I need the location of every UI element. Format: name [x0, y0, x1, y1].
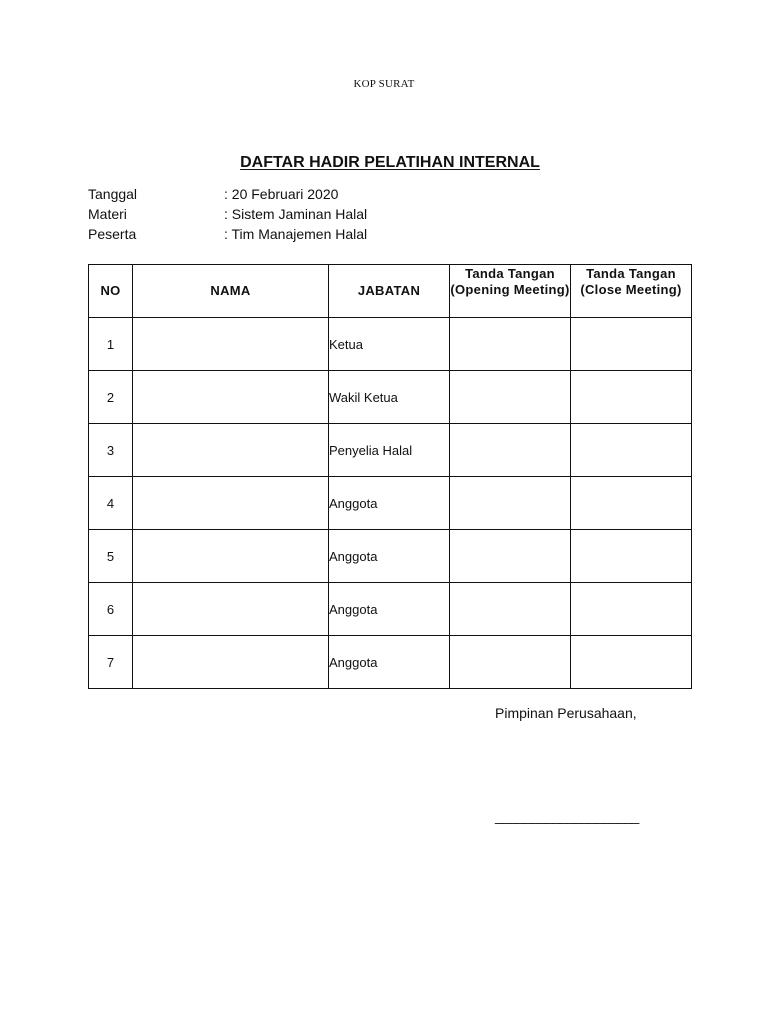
row-close-signature: [571, 477, 692, 530]
info-label: Peserta: [88, 226, 137, 242]
table-row: [89, 636, 692, 689]
row-opening-signature: [450, 636, 571, 689]
row-opening-signature: [450, 371, 571, 424]
signature-line: ____________________: [495, 808, 639, 824]
row-opening-signature: [450, 424, 571, 477]
row-jabatan: Ketua: [329, 318, 450, 371]
row-jabatan: Penyelia Halal: [329, 424, 450, 477]
table-row: [89, 424, 692, 477]
header-jabatan: JABATAN: [329, 265, 450, 318]
table-row: [89, 371, 692, 424]
row-opening-signature: [450, 318, 571, 371]
table-row: [89, 477, 692, 530]
row-close-signature: [571, 636, 692, 689]
row-jabatan: Anggota: [329, 477, 450, 530]
row-number: 7: [89, 636, 133, 689]
info-label: Materi: [88, 206, 127, 222]
row-nama: [133, 636, 329, 689]
info-row-peserta: [88, 224, 367, 244]
header-no: NO: [89, 265, 133, 318]
row-jabatan: Anggota: [329, 530, 450, 583]
attendance-table: [88, 264, 692, 689]
row-opening-signature: [450, 583, 571, 636]
info-row-materi: [88, 204, 367, 224]
header-nama: NAMA: [133, 265, 329, 318]
header-opening-signature: Tanda Tangan (Opening Meeting): [450, 265, 571, 318]
row-nama: [133, 583, 329, 636]
row-jabatan: Wakil Ketua: [329, 371, 450, 424]
row-number: 1: [89, 318, 133, 371]
row-nama: [133, 530, 329, 583]
letterhead-placeholder: KOP SURAT: [353, 78, 415, 90]
row-nama: [133, 371, 329, 424]
row-close-signature: [571, 318, 692, 371]
row-jabatan: Anggota: [329, 583, 450, 636]
info-value: : Tim Manajemen Halal: [224, 226, 368, 242]
row-number: 6: [89, 583, 133, 636]
row-number: 4: [89, 477, 133, 530]
row-close-signature: [571, 530, 692, 583]
row-jabatan: Anggota: [329, 636, 450, 689]
row-opening-signature: [450, 477, 571, 530]
row-nama: [133, 477, 329, 530]
row-close-signature: [571, 583, 692, 636]
table-header-row: [89, 265, 692, 318]
row-number: 5: [89, 530, 133, 583]
row-close-signature: [571, 424, 692, 477]
table-body: [89, 318, 692, 689]
info-value: : 20 Februari 2020: [224, 186, 339, 202]
info-value: : Sistem Jaminan Halal: [224, 206, 368, 222]
info-block: [88, 184, 367, 244]
info-row-tanggal: [88, 184, 367, 204]
row-number: 3: [89, 424, 133, 477]
row-opening-signature: [450, 530, 571, 583]
table-row: [89, 583, 692, 636]
row-number: 2: [89, 371, 133, 424]
document-title: DAFTAR HADIR PELATIHAN INTERNAL: [240, 154, 540, 171]
signature-title: Pimpinan Perusahaan,: [495, 705, 637, 721]
table-row: [89, 530, 692, 583]
info-label: Tanggal: [88, 186, 138, 202]
row-nama: [133, 318, 329, 371]
row-nama: [133, 424, 329, 477]
table-row: [89, 318, 692, 371]
header-close-signature: Tanda Tangan (Close Meeting): [571, 265, 692, 318]
row-close-signature: [571, 371, 692, 424]
